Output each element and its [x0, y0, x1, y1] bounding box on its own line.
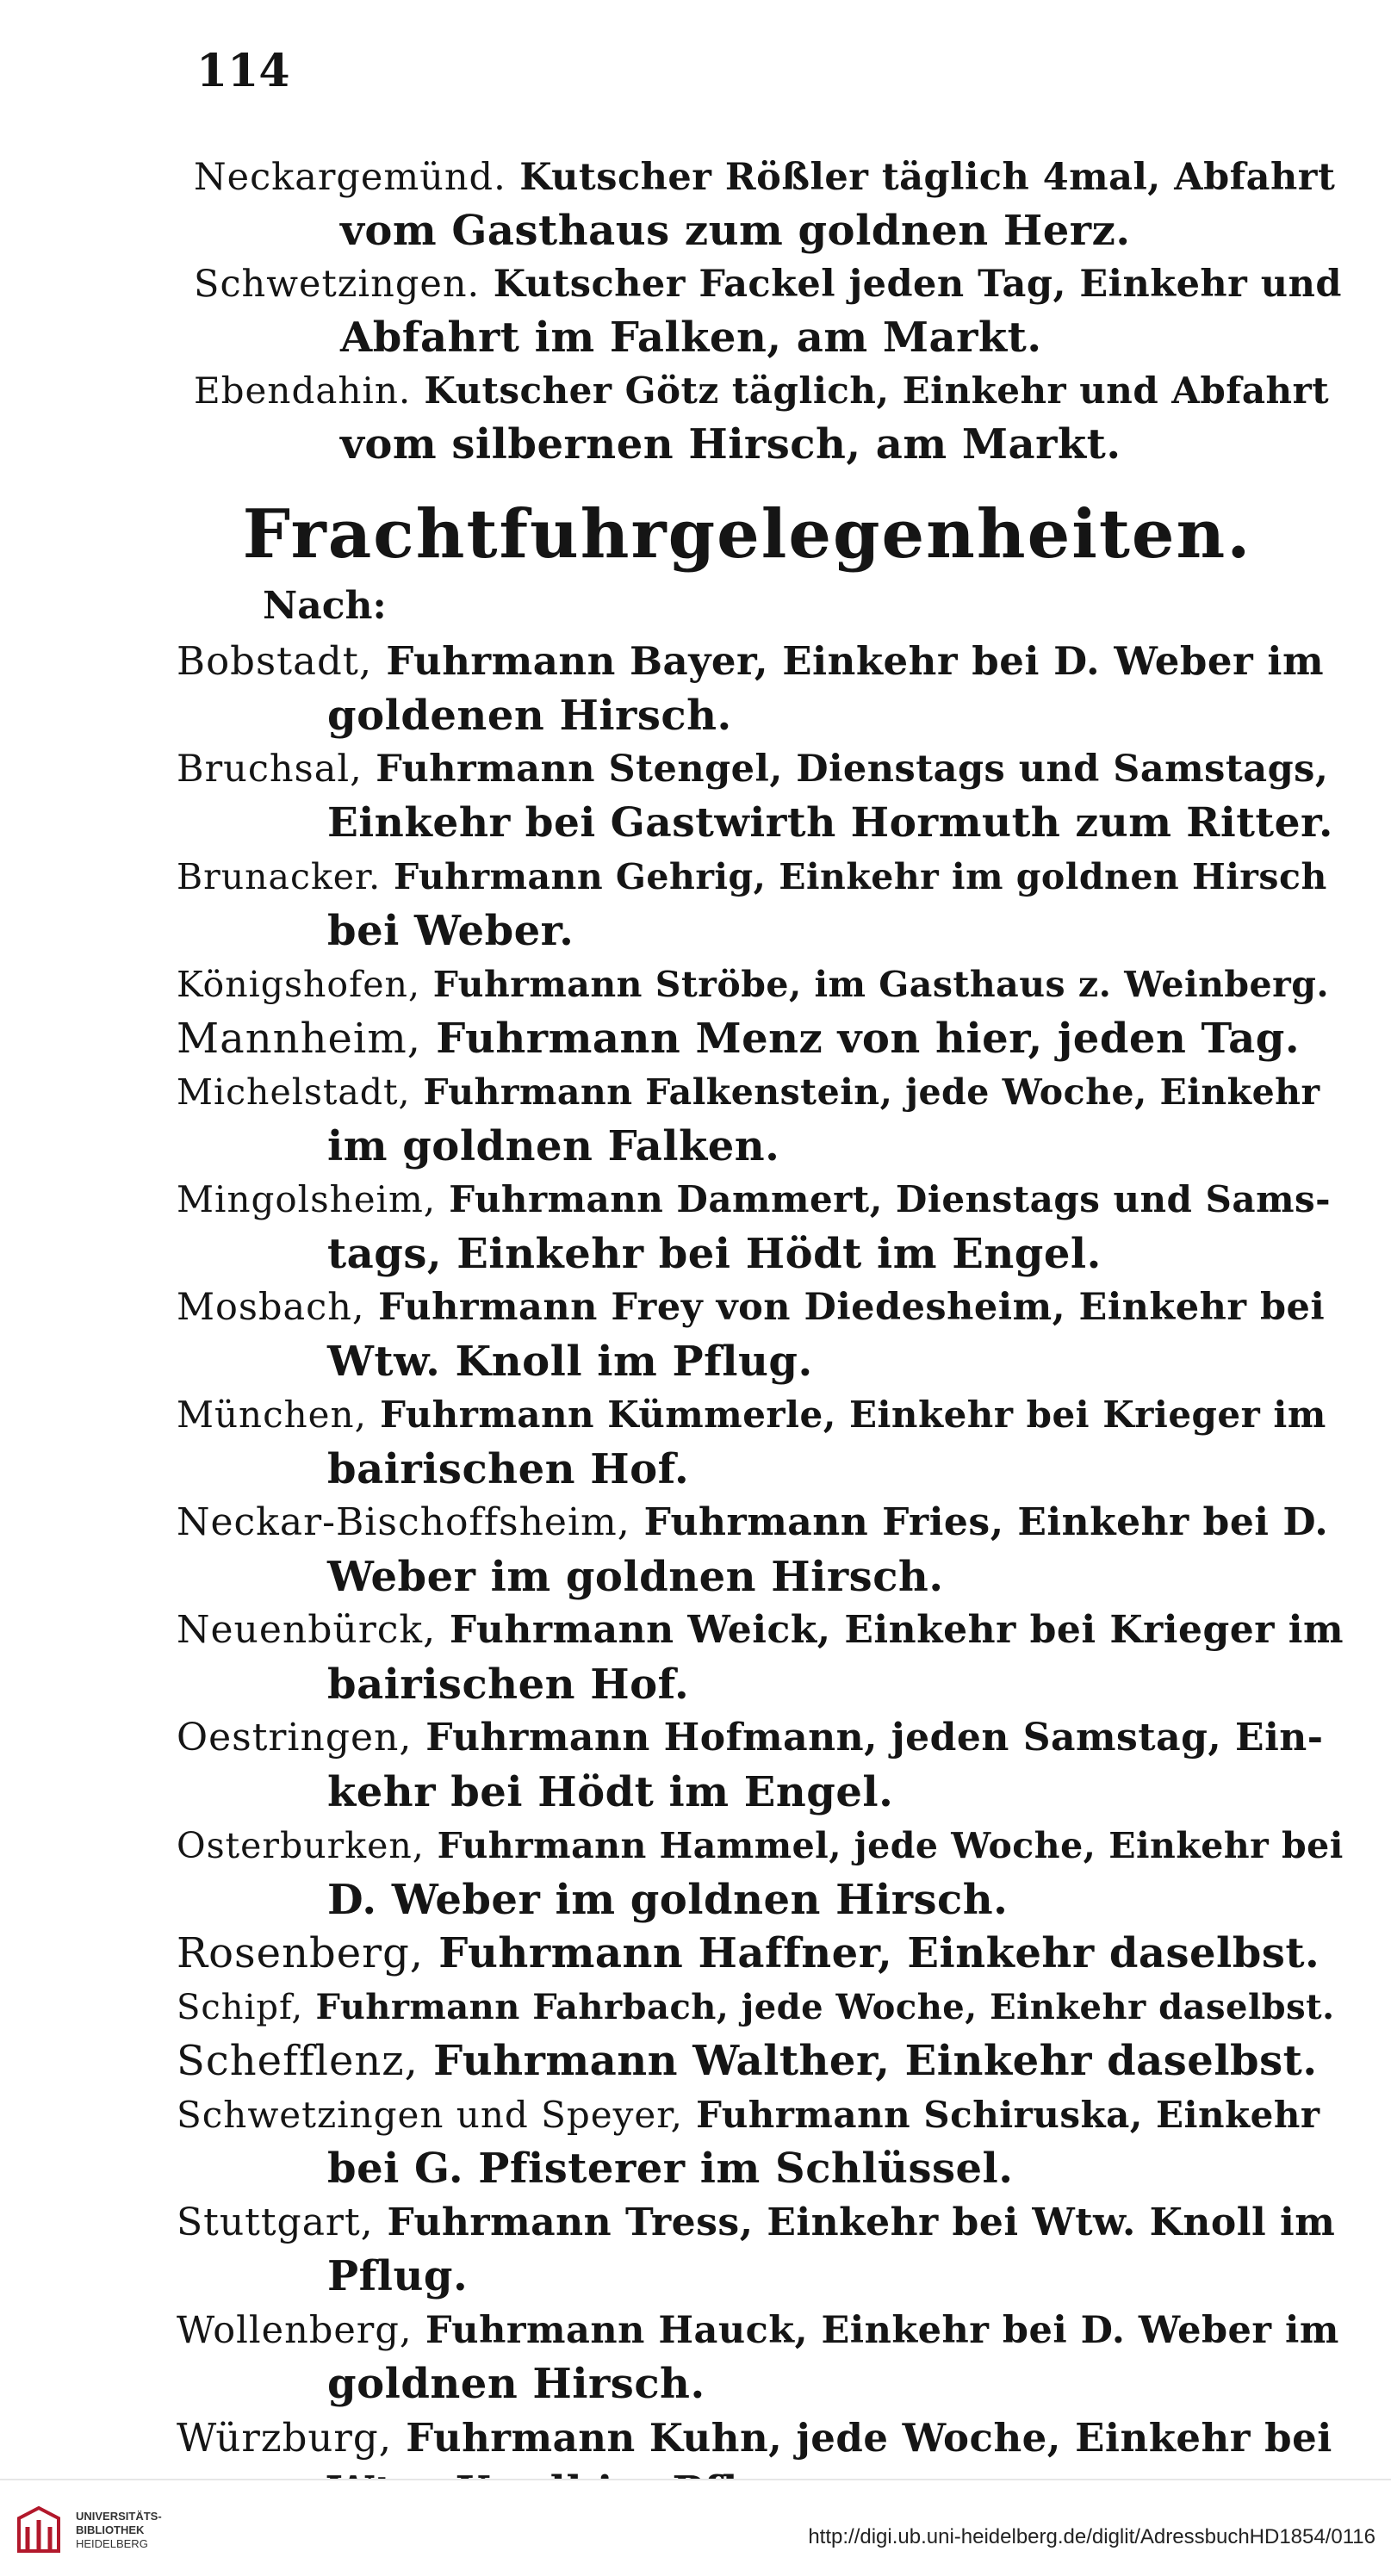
- entry-place: Osterburken,: [177, 1825, 425, 1866]
- page-number: 114: [196, 45, 290, 97]
- entry-continuation: vom silbernen Hirsch, am Markt.: [340, 420, 1121, 469]
- entry-continuation: vom Gasthaus zum goldnen Herz.: [340, 207, 1131, 255]
- entry-text: Fuhrmann Bayer, Einkehr bei D. Weber im: [386, 638, 1325, 684]
- entry-text: Fuhrmann Hofmann, jeden Samstag, Ein-: [425, 1716, 1324, 1760]
- entry-text: Fuhrmann Tress, Einkehr bei Wtw. Knoll im: [387, 2200, 1336, 2244]
- entry-text: Fuhrmann Dammert, Dienstags und Sams-: [449, 1178, 1332, 1220]
- entry-line: [194, 365, 1329, 417]
- entry-text: Fuhrmann Fahrbach, jede Woche, Einkehr daselbst.: [315, 1986, 1335, 2027]
- entry-line: [177, 1712, 1324, 1764]
- entry-continuation: D. Weber im goldnen Hirsch.: [327, 1875, 1009, 1924]
- entry-text: Fuhrmann Stengel, Dienstags und Samstags,: [376, 748, 1329, 791]
- nach-label: Nach:: [263, 584, 387, 628]
- entry-line: [177, 851, 1327, 903]
- footer-bar: [0, 2479, 1391, 2576]
- library-logo-icon: [12, 2503, 65, 2556]
- entry-line: [177, 2412, 1332, 2464]
- entry-continuation: Wtw. Knoll im Pflug.: [327, 1337, 813, 1386]
- entry-continuation: Abfahrt im Falken, am Markt.: [340, 313, 1042, 362]
- entry-text: Fuhrmann Kuhn, jede Woche, Einkehr bei: [406, 2414, 1332, 2461]
- entry-place: München,: [177, 1394, 367, 1436]
- entry-place: Mosbach,: [177, 1286, 365, 1329]
- entry-line: [177, 1820, 1344, 1871]
- entry-line: [177, 1605, 1344, 1656]
- entry-continuation: kehr bei Hödt im Engel.: [327, 1767, 894, 1816]
- entry-line: [177, 1389, 1326, 1441]
- entry-place: Schefflenz,: [177, 2037, 419, 2085]
- entry-line: [177, 959, 1329, 1010]
- entry-place: Neckargemünd.: [194, 156, 506, 199]
- entry-line: [177, 2035, 1318, 2087]
- entry-text: Fuhrmann Falkenstein, jede Woche, Einkehr: [423, 1071, 1320, 1113]
- entry-text: Fuhrmann Walther, Einkehr daselbst.: [433, 2037, 1318, 2085]
- entry-place: Brunacker.: [177, 856, 382, 897]
- entry-line: [177, 2089, 1320, 2141]
- entry-text: Fuhrmann Ströbe, im Gasthaus z. Weinberg.: [432, 964, 1330, 1005]
- entry-place: Schwetzingen und Speyer,: [177, 2093, 684, 2136]
- entry-place: Mannheim,: [177, 1014, 422, 1063]
- entry-line: [177, 1982, 1335, 2033]
- entry-place: Neuenbürck,: [177, 1608, 437, 1652]
- entry-continuation: tags, Einkehr bei Hödt im Engel.: [327, 1229, 1102, 1278]
- entry-line: [177, 1066, 1320, 1118]
- entry-continuation: bairischen Hof.: [327, 1444, 690, 1493]
- entry-line: [177, 1282, 1325, 1333]
- entry-place: Schwetzingen.: [194, 263, 481, 306]
- entry-place: Schipf,: [177, 1987, 304, 2027]
- entry-place: Wollenberg,: [177, 2308, 413, 2352]
- entry-text: Fuhrmann Menz von hier, jeden Tag.: [436, 1014, 1301, 1063]
- entry-line: [194, 258, 1342, 310]
- entry-place: Königshofen,: [177, 964, 420, 1005]
- entry-text: Fuhrmann Kümmerle, Einkehr bei Krieger im: [380, 1394, 1326, 1436]
- entry-text: Fuhrmann Hammel, jede Woche, Einkehr bei: [437, 1825, 1344, 1866]
- source-url[interactable]: http://digi.ub.uni-heidelberg.de/diglit/AdressbuchHD1854/0116: [808, 2525, 1375, 2548]
- library-name: UNIVERSITÄTS- BIBLIOTHEK HEIDELBERG: [76, 2510, 162, 2550]
- section-heading: Frachtfuhrgelegenheiten.: [242, 495, 1252, 574]
- entry-place: Stuttgart,: [177, 2200, 374, 2244]
- entry-continuation: Weber im goldnen Hirsch.: [327, 1552, 944, 1601]
- entry-place: Bobstadt,: [177, 638, 373, 684]
- entry-line: [194, 152, 1335, 203]
- entry-text: Fuhrmann Schiruska, Einkehr: [696, 2093, 1320, 2136]
- entry-line: [177, 1497, 1328, 1549]
- entry-place: Oestringen,: [177, 1716, 413, 1760]
- entry-text: Fuhrmann Haffner, Einkehr daselbst.: [438, 1929, 1320, 1977]
- entry-text: Kutscher Rößler täglich 4mal, Abfahrt: [519, 156, 1336, 199]
- entry-text: Fuhrmann Hauck, Einkehr bei D. Weber im: [425, 2308, 1339, 2352]
- entry-continuation: goldnen Hirsch.: [327, 2360, 705, 2408]
- entry-text: Fuhrmann Fries, Einkehr bei D.: [643, 1500, 1329, 1544]
- entry-continuation: Einkehr bei Gastwirth Hormuth zum Ritter.: [327, 798, 1333, 847]
- entry-continuation: bairischen Hof.: [327, 1660, 690, 1709]
- entry-line: [177, 2197, 1335, 2249]
- entry-continuation: Pflug.: [327, 2252, 469, 2300]
- entry-place: Rosenberg,: [177, 1929, 425, 1977]
- entry-line: [177, 1927, 1320, 1979]
- entry-continuation: bei Weber.: [327, 906, 574, 955]
- entry-continuation: bei G. Pfisterer im Schlüssel.: [327, 2145, 1014, 2193]
- entry-continuation: goldenen Hirsch.: [327, 691, 732, 740]
- entry-place: Mingolsheim,: [177, 1178, 437, 1220]
- entry-text: Fuhrmann Weick, Einkehr bei Krieger im: [449, 1608, 1344, 1652]
- entry-place: Ebendahin.: [194, 369, 412, 412]
- entry-continuation: im goldnen Falken.: [327, 1121, 780, 1170]
- entry-text: Fuhrmann Frey von Diedesheim, Einkehr bei: [378, 1286, 1326, 1329]
- entry-line: [177, 1174, 1331, 1226]
- entry-place: Michelstadt,: [177, 1071, 411, 1113]
- entry-place: Würzburg,: [177, 2414, 393, 2461]
- entry-line: [177, 1013, 1300, 1065]
- entry-place: Bruchsal,: [177, 748, 363, 791]
- entry-line: [177, 2305, 1339, 2356]
- entry-place: Neckar-Bischoffsheim,: [177, 1500, 630, 1544]
- entry-text: Kutscher Götz täglich, Einkehr und Abfahrt: [424, 369, 1330, 412]
- entry-line: [177, 636, 1324, 687]
- entry-line: [177, 743, 1328, 795]
- entry-text: Fuhrmann Gehrig, Einkehr im goldnen Hirsch: [393, 856, 1327, 897]
- entry-text: Kutscher Fackel jeden Tag, Einkehr und: [493, 263, 1342, 306]
